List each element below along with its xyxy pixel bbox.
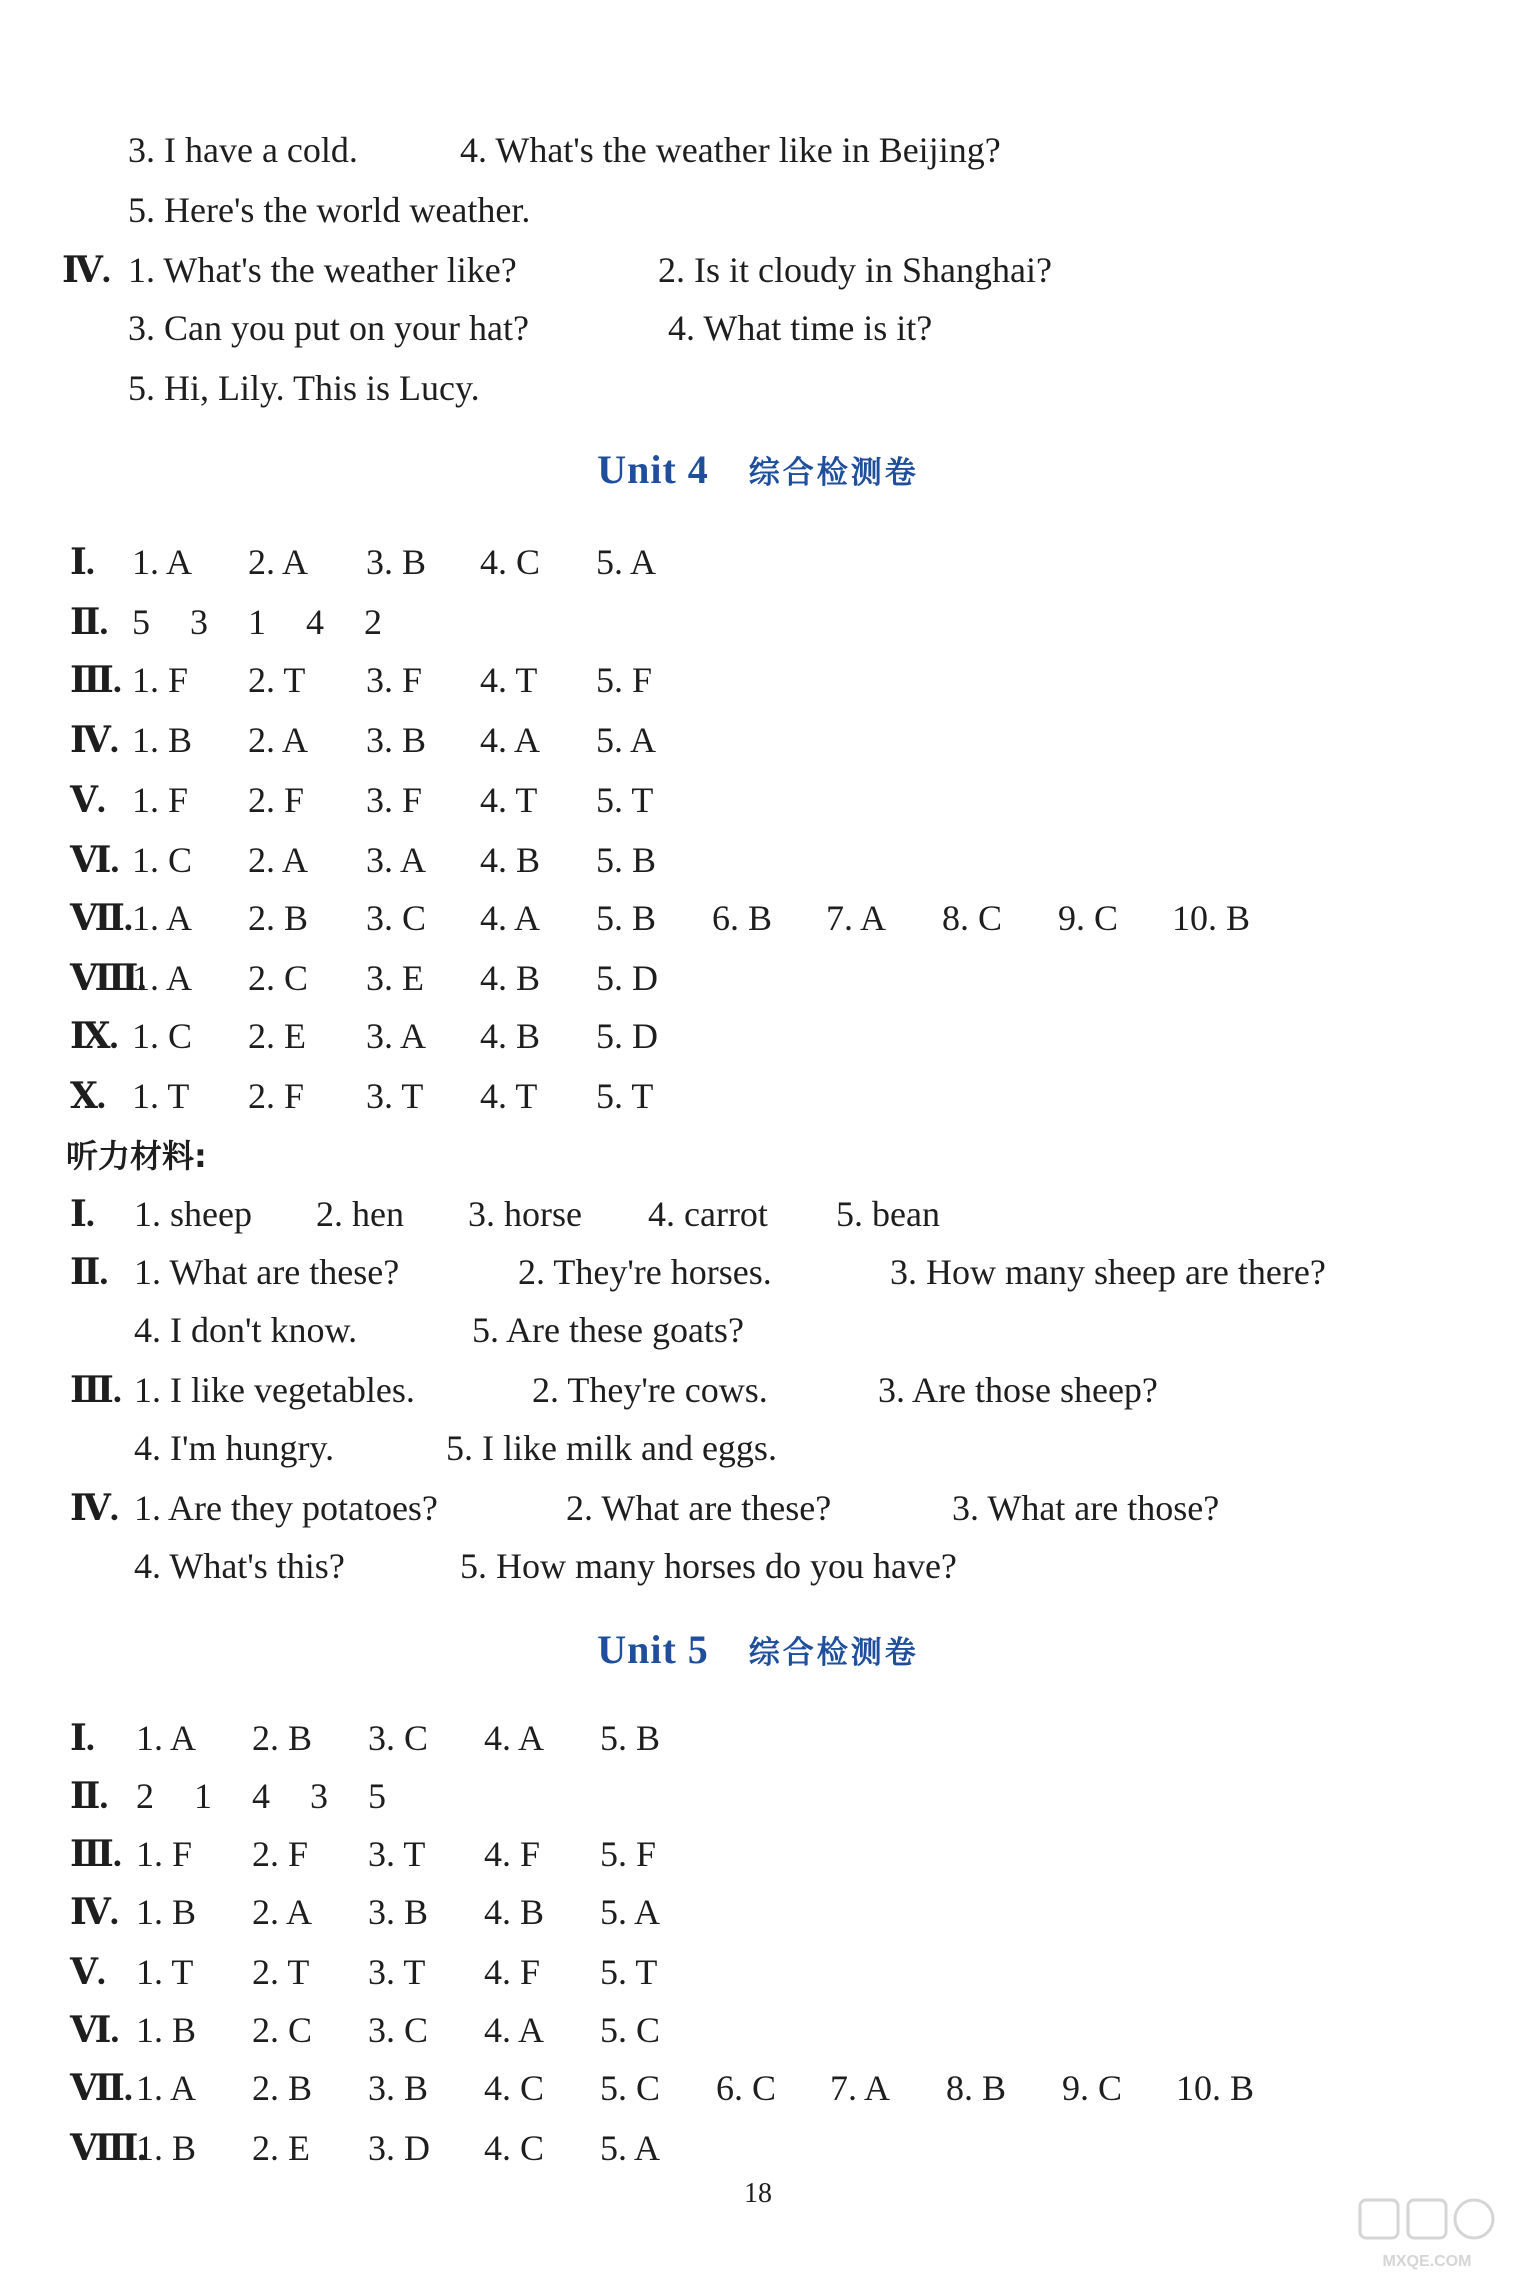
- answer: 9. C: [1062, 2068, 1123, 2108]
- answer: 2. A: [248, 720, 309, 760]
- text: 3. horse: [468, 1194, 582, 1234]
- unit-title: Unit 5: [597, 1627, 709, 1672]
- answer: 10. B: [1176, 2068, 1255, 2108]
- answer: 3. C: [368, 1718, 429, 1758]
- text: 5. I like milk and eggs.: [446, 1428, 777, 1468]
- answer: 1. A: [136, 1718, 197, 1758]
- answer: 7. A: [826, 898, 887, 938]
- text: 2. hen: [316, 1194, 404, 1234]
- answer: 4. A: [480, 898, 541, 938]
- answer: 2: [364, 602, 382, 642]
- section-number: Ⅲ.: [70, 1834, 121, 1874]
- section-number: Ⅳ.: [70, 720, 118, 760]
- text: 3. Can you put on your hat?: [128, 308, 529, 348]
- text: 4. I don't know.: [134, 1310, 358, 1350]
- answer: 4: [252, 1776, 270, 1816]
- text: 5. Hi, Lily. This is Lucy.: [128, 368, 480, 408]
- answer: 5: [132, 602, 150, 642]
- text: 5. bean: [836, 1194, 940, 1234]
- answer: 3. C: [368, 2010, 429, 2050]
- text: 4. What time is it?: [668, 308, 933, 348]
- answer: 4. T: [480, 660, 538, 700]
- answer: 6. C: [716, 2068, 777, 2108]
- answer: 4. A: [480, 720, 541, 760]
- answer: 4. A: [484, 1718, 545, 1758]
- answer: 9. C: [1058, 898, 1119, 938]
- text: 2. They're horses.: [518, 1252, 772, 1292]
- text: 2. Is it cloudy in Shanghai?: [658, 250, 1052, 290]
- answer: 1. C: [132, 1016, 193, 1056]
- answer: 2: [136, 1776, 154, 1816]
- section-number: Ⅴ.: [70, 1952, 105, 1992]
- answer: 3. T: [368, 1952, 426, 1992]
- answer: 2. B: [252, 1718, 313, 1758]
- text: 1. sheep: [134, 1194, 252, 1234]
- answer: 3. B: [366, 720, 427, 760]
- answer: 3. B: [368, 2068, 429, 2108]
- answer: 3. T: [366, 1076, 424, 1116]
- answer: 8. C: [942, 898, 1003, 938]
- text: 4. carrot: [648, 1194, 768, 1234]
- section-number: Ⅱ.: [70, 1776, 108, 1816]
- answer: 3. D: [368, 2128, 430, 2168]
- answer: 6. B: [712, 898, 773, 938]
- section-number: Ⅳ.: [70, 1488, 118, 1528]
- text: 2. What are these?: [566, 1488, 832, 1528]
- unit5-heading: [0, 1626, 1516, 1673]
- answer: 10. B: [1172, 898, 1251, 938]
- section-number: Ⅲ.: [70, 1370, 121, 1410]
- answer: 3. F: [366, 780, 423, 820]
- answer: 4. B: [480, 958, 541, 998]
- answer: 4. T: [480, 780, 538, 820]
- answer: 1. A: [132, 898, 193, 938]
- section-number: Ⅶ.: [70, 2068, 132, 2108]
- answer: 3. A: [366, 1016, 427, 1056]
- watermark-logo: [1352, 2194, 1502, 2274]
- answer: 2. A: [248, 840, 309, 880]
- section-number: Ⅶ.: [70, 898, 132, 938]
- text: 1. What's the weather like?: [128, 250, 517, 290]
- answer: 8. B: [946, 2068, 1007, 2108]
- text: 3. I have a cold.: [128, 130, 358, 170]
- section-number: Ⅱ.: [70, 1252, 108, 1292]
- answer: 2. F: [248, 780, 305, 820]
- text: 1. I like vegetables.: [134, 1370, 415, 1410]
- answer: 3. B: [366, 542, 427, 582]
- answer: 7. A: [830, 2068, 891, 2108]
- text: 2. They're cows.: [532, 1370, 768, 1410]
- answer: 2. T: [252, 1952, 310, 1992]
- answer: 5. F: [600, 1834, 657, 1874]
- listening-title: 听力材料:: [66, 1137, 207, 1175]
- answer: 5. B: [600, 1718, 661, 1758]
- answer: 1. C: [132, 840, 193, 880]
- answer: 4. C: [484, 2128, 545, 2168]
- section-number: Ⅸ.: [70, 1016, 118, 1056]
- section-number: Ⅰ.: [70, 542, 94, 582]
- text: 3. What are those?: [952, 1488, 1220, 1528]
- unit-subtitle: 综合检测卷: [748, 455, 919, 491]
- answer: 2. T: [248, 660, 306, 700]
- answer: 2. E: [252, 2128, 310, 2168]
- answer: 4. T: [480, 1076, 538, 1116]
- answer: 1. B: [136, 1892, 197, 1932]
- answer: 2. C: [248, 958, 309, 998]
- answer: 2. A: [248, 542, 309, 582]
- answer: 2. C: [252, 2010, 313, 2050]
- answer: 1. A: [132, 542, 193, 582]
- answer: 5. A: [596, 542, 657, 582]
- answer: 1. T: [136, 1952, 194, 1992]
- unit4-heading: [0, 446, 1516, 493]
- answer: 1. B: [132, 720, 193, 760]
- answer: 1: [248, 602, 266, 642]
- answer: 3. E: [366, 958, 424, 998]
- answer: 4. B: [480, 1016, 541, 1056]
- text: 4. What's this?: [134, 1546, 345, 1586]
- text: 4. What's the weather like in Beijing?: [460, 130, 1001, 170]
- answer: 4. F: [484, 1834, 541, 1874]
- answer: 1. F: [132, 660, 189, 700]
- answer: 5. D: [596, 1016, 658, 1056]
- section-number: Ⅵ.: [70, 2010, 119, 2050]
- answer: 2. A: [252, 1892, 313, 1932]
- answer: 3. F: [366, 660, 423, 700]
- unit-subtitle: 综合检测卷: [748, 1635, 919, 1671]
- answer: 2. E: [248, 1016, 306, 1056]
- page-number: 18: [744, 2178, 772, 2209]
- watermark-text: MXQE.COM: [1382, 2253, 1472, 2270]
- answer: 5. T: [596, 1076, 654, 1116]
- section-number: Ⅹ.: [70, 1076, 105, 1116]
- answer: 4. B: [484, 1892, 545, 1932]
- answer: 5: [368, 1776, 386, 1816]
- answer: 5. F: [596, 660, 653, 700]
- text: 4. I'm hungry.: [134, 1428, 335, 1468]
- answer: 3. T: [368, 1834, 426, 1874]
- answer: 1. F: [136, 1834, 193, 1874]
- answer: 2. B: [248, 898, 309, 938]
- watermark-icon: [1352, 2194, 1502, 2274]
- answer: 4. F: [484, 1952, 541, 1992]
- answer: 2. F: [252, 1834, 309, 1874]
- answer: 2. B: [252, 2068, 313, 2108]
- answer: 3. B: [368, 1892, 429, 1932]
- answer: 5. D: [596, 958, 658, 998]
- text: 3. How many sheep are there?: [890, 1252, 1326, 1292]
- answer: 1. A: [136, 2068, 197, 2108]
- section-number: Ⅵ.: [70, 840, 119, 880]
- answer: 1: [194, 1776, 212, 1816]
- text: 1. Are they potatoes?: [134, 1488, 438, 1528]
- text: 5. Here's the world weather.: [128, 190, 531, 230]
- answer: 3. C: [366, 898, 427, 938]
- text: 3. Are those sheep?: [878, 1370, 1158, 1410]
- section-number: Ⅴ.: [70, 780, 105, 820]
- answer: 4. C: [484, 2068, 545, 2108]
- answer: 5. B: [596, 898, 657, 938]
- answer: 4. C: [480, 542, 541, 582]
- answer: 5. B: [596, 840, 657, 880]
- answer: 5. A: [600, 2128, 661, 2168]
- section-number: Ⅳ.: [62, 250, 110, 290]
- answer: 2. F: [248, 1076, 305, 1116]
- text: 5. How many horses do you have?: [460, 1546, 957, 1586]
- answer: 3: [310, 1776, 328, 1816]
- answer: 5. A: [600, 1892, 661, 1932]
- answer: 1. B: [136, 2010, 197, 2050]
- text: 5. Are these goats?: [472, 1310, 744, 1350]
- section-number: Ⅱ.: [70, 602, 108, 642]
- answer: 3. A: [366, 840, 427, 880]
- answer: 1. T: [132, 1076, 190, 1116]
- answer: 1. B: [136, 2128, 197, 2168]
- section-number: Ⅰ.: [70, 1194, 94, 1234]
- answer: 1. F: [132, 780, 189, 820]
- section-number: Ⅰ.: [70, 1718, 94, 1758]
- answer: 4: [306, 602, 324, 642]
- answer: 5. C: [600, 2010, 661, 2050]
- section-number: Ⅳ.: [70, 1892, 118, 1932]
- answer: 4. B: [480, 840, 541, 880]
- answer: 4. A: [484, 2010, 545, 2050]
- answer: 3: [190, 602, 208, 642]
- answer: 5. T: [596, 780, 654, 820]
- answer: 5. A: [596, 720, 657, 760]
- answer: 5. T: [600, 1952, 658, 1992]
- section-number: Ⅷ.: [70, 2128, 146, 2168]
- unit-title: Unit 4: [597, 447, 709, 492]
- answer: 5. C: [600, 2068, 661, 2108]
- text: 1. What are these?: [134, 1252, 400, 1292]
- answer: 1. A: [132, 958, 193, 998]
- section-number: Ⅲ.: [70, 660, 121, 700]
- section-number: Ⅷ.: [70, 958, 146, 998]
